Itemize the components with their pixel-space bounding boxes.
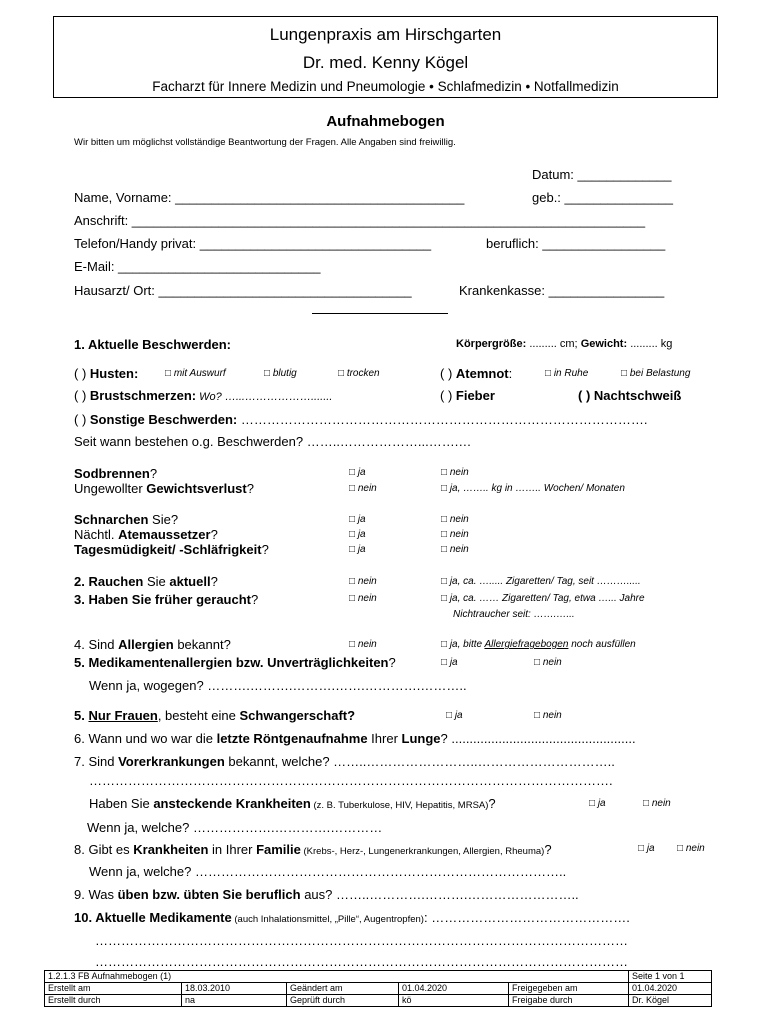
address-field[interactable]: Anschrift: _______________________________________________________________________ (74, 213, 646, 228)
q10-medication-question[interactable] (74, 910, 630, 925)
q3-num: 3. Haben Sie (74, 592, 155, 607)
heartburn-yes-checkbox[interactable]: □ ja (349, 467, 366, 478)
weight-value: ......... kg (627, 338, 673, 350)
q8-q: ? (544, 842, 552, 857)
dyspnea-label: Atemnot (455, 366, 509, 381)
snoring-no-checkbox[interactable]: □ nein (441, 514, 469, 525)
apnea-q: ? (210, 527, 218, 542)
q4-pre: 4. Sind (74, 637, 119, 652)
q8-family-question (74, 842, 552, 857)
sleepiness-q: ? (261, 542, 269, 557)
night-sweat-option[interactable]: ( ) Nachtschweiß (578, 388, 682, 403)
specialty-line: Facharzt für Innere Medizin und Pneumologie • Schlafmedizin • Notfallmedizin (152, 79, 619, 94)
height-weight[interactable] (456, 338, 672, 350)
q5-yes-checkbox[interactable]: □ ja (441, 657, 458, 668)
phone-private-field[interactable]: Telefon/Handy privat: ________________________________ (74, 236, 432, 251)
q6-bold: letzte Röntgenaufnahme (216, 731, 368, 746)
daytime-sleepiness-label (74, 542, 269, 557)
snoring-bold: Schnarchen (74, 512, 149, 527)
fever-option[interactable] (440, 388, 495, 403)
q4-yes-pre: □ ja, bitte (441, 639, 485, 650)
cough-label: Husten: (89, 366, 139, 381)
dyspnea-colon: : (508, 366, 513, 381)
q3-bold: früher geraucht (154, 592, 251, 607)
q4-bold: Allergien (118, 637, 174, 652)
other-label: Sonstige Beschwerden: (89, 412, 238, 427)
cough-bloody-checkbox[interactable]: □ blutig (264, 368, 297, 379)
created-by-label: Erstellt durch (45, 995, 182, 1007)
changed-on-label: Geändert am (287, 983, 399, 995)
form-title: Aufnahmebogen (326, 113, 445, 130)
chest-bracket: ( ) (74, 388, 90, 403)
heartburn-bold: Sodbrennen (74, 466, 150, 481)
gp-field[interactable]: Hausarzt/ Ort: ___________________________________ (74, 283, 412, 298)
other-bracket: ( ) (74, 412, 90, 427)
dyspnea-option[interactable] (440, 366, 512, 381)
q4-no-checkbox[interactable]: □ nein (349, 639, 377, 650)
heartburn-label (74, 466, 157, 481)
snoring-yes-checkbox[interactable]: □ ja (349, 514, 366, 525)
q10-post: : ………………………………………. (423, 910, 630, 925)
other-dots: …………………………………………………………………………………. (237, 412, 648, 427)
fever-label: Fieber (455, 388, 495, 403)
q5b-pregnancy: Schwangerschaft? (239, 708, 356, 723)
released-on-value: 01.04.2020 (629, 983, 712, 995)
q5-q: ? (388, 655, 396, 670)
family-no-checkbox[interactable]: □ nein (677, 843, 705, 854)
q6-xray-question[interactable] (74, 731, 636, 746)
release-by-label: Freigabe durch (509, 995, 629, 1007)
q3-yes-checkbox[interactable]: □ ja, ca. …… Zigaretten/ Tag, etwa …... Jahre (441, 593, 645, 604)
since-when-field[interactable]: Seit wann bestehen o.g. Beschwerden? ……..………………...…….… (74, 434, 472, 449)
release-by-value: Dr. Kögel (629, 995, 712, 1007)
document-control-table (44, 970, 712, 1007)
q5b-mid: , besteht eine (157, 708, 240, 723)
q2-mid: Sie (143, 574, 170, 589)
fever-bracket: ( ) (440, 388, 456, 403)
q5-drug-allergy-label (74, 655, 396, 670)
q5-bold: 5. Medikamentenallergien bzw. Unverträglichkeiten (74, 655, 389, 670)
q5b-num: 5. (74, 708, 89, 723)
apnea-yes-checkbox[interactable]: □ ja (349, 529, 366, 540)
chest-where: Wo? …...………………....... (196, 391, 333, 403)
dyspnea-bracket: ( ) (440, 366, 456, 381)
practice-name: Lungenpraxis am Hirschgarten (269, 25, 502, 44)
weight-loss-pre: Ungewollter (74, 481, 147, 496)
weight-loss-q: ? (246, 481, 254, 496)
phone-work-field[interactable]: beruflich: _________________ (486, 236, 666, 251)
dyspnea-rest-checkbox[interactable]: □ in Ruhe (545, 368, 589, 379)
apnea-no-checkbox[interactable]: □ nein (441, 529, 469, 540)
q6-pre: 6. Wann und wo war die (74, 731, 217, 746)
q7-post: bekannt, welche? ……..……………………..………………………….. (224, 754, 615, 769)
separator-line (312, 313, 448, 314)
birthdate-field[interactable]: geb.: _______________ (532, 190, 673, 205)
email-field[interactable]: E-Mail: ____________________________ (74, 259, 321, 274)
form-intro: Wir bitten um möglichst vollständige Beantwortung der Fragen. Alle Angaben sind freiwillig. (74, 137, 456, 148)
q7-pre: 7. Sind (74, 754, 119, 769)
height-value: ......... cm; (526, 338, 581, 350)
q5b-women-only: Nur Frauen (88, 708, 158, 723)
q7b-pre: Haben Sie (89, 796, 154, 811)
apnea-pre: Nächtl. (74, 527, 119, 542)
q10-bold: 10. Aktuelle Medikamente (74, 910, 232, 925)
q7-infectious-question (89, 796, 496, 811)
q9-pre: 9. Was (74, 887, 118, 902)
q4-post: bekannt? (173, 637, 231, 652)
q3-former-smoker-label (74, 592, 258, 607)
q3-nonsmoker-since[interactable]: Nichtraucher seit: …….…... (453, 609, 575, 620)
cough-dry-checkbox[interactable]: □ trocken (338, 368, 380, 379)
released-on-label: Freigegeben am (509, 983, 629, 995)
q10-dotted-line-2[interactable]: …………………………………………………………………………………………………………… (95, 954, 628, 969)
cough-sputum-checkbox[interactable]: □ mit Auswurf (165, 368, 226, 379)
created-by-value: na (182, 995, 287, 1007)
q2-num: 2. (74, 574, 89, 589)
allergy-questionnaire-link[interactable]: Allergiefragebogen (484, 639, 569, 650)
q8-examples: (Krebs-, Herz-, Lungenerkrankungen, Allergien, Rheuma) (300, 846, 545, 857)
q2-bold2: aktuell (169, 574, 211, 589)
date-field[interactable]: Datum: _____________ (532, 167, 672, 182)
name-field[interactable]: Name, Vorname: ________________________________________ (74, 190, 465, 205)
q5-against-what-field[interactable]: Wenn ja, wogegen? ……….……….……….…….………….……….. (89, 678, 467, 693)
checked-by-label: Geprüft durch (287, 995, 399, 1007)
dyspnea-exertion-checkbox[interactable]: □ bei Belastung (621, 368, 691, 379)
q10-dotted-line-1[interactable]: …………………………………………………………………………………………………………… (95, 933, 628, 948)
changed-on-value: 01.04.2020 (399, 983, 509, 995)
weight-label: Gewicht: (580, 338, 628, 350)
q7b-examples: (z. B. Tuberkulose, HIV, Hepatitis, MRSA) (310, 800, 489, 811)
q9-occupation-question[interactable] (74, 887, 579, 902)
pregnancy-no-checkbox[interactable]: □ nein (534, 710, 562, 721)
q7b-q: ? (488, 796, 496, 811)
q2-no-checkbox[interactable]: □ nein (349, 576, 377, 587)
q6-bold2: Lunge (401, 731, 441, 746)
q2-bold: Rauchen (88, 574, 144, 589)
pregnancy-yes-checkbox[interactable]: □ ja (446, 710, 463, 721)
sleepiness-bold: Tagesmüdigkeit/ -Schläfrigkeit (74, 542, 262, 557)
q5-no-checkbox[interactable]: □ nein (534, 657, 562, 668)
weight-loss-no-checkbox[interactable]: □ nein (349, 483, 377, 494)
q7b-bold: ansteckende Krankheiten (153, 796, 311, 811)
q1-title: 1. Aktuelle Beschwerden: (74, 337, 232, 352)
q6-post: ? ................................................... (440, 731, 636, 746)
apnea-bold: Atemaussetzer (118, 527, 211, 542)
infectious-no-checkbox[interactable]: □ nein (643, 798, 671, 809)
q10-examples: (auch Inhalationsmittel, „Pille“, Augentropfen) (231, 914, 424, 925)
weight-loss-yes-checkbox[interactable]: □ ja, …….. kg in …….. Wochen/ Monaten (441, 483, 625, 494)
sleepiness-yes-checkbox[interactable]: □ ja (349, 544, 366, 555)
q8-mid: in Ihrer (208, 842, 257, 857)
height-label: Körpergröße: (456, 338, 527, 350)
q2-q: ? (210, 574, 218, 589)
q4-yes-checkbox[interactable] (441, 639, 636, 650)
created-on-value: 18.03.2010 (182, 983, 287, 995)
cough-bracket: ( ) (74, 366, 90, 381)
q7-which-field[interactable]: Wenn ja, welche? ……………….………….………… (87, 820, 383, 835)
sleepiness-no-checkbox[interactable]: □ nein (441, 544, 469, 555)
q2-yes-checkbox[interactable]: □ ja, ca. …..... Zigaretten/ Tag, seit ………..... (441, 576, 641, 587)
q5-pregnancy-label (74, 708, 355, 723)
q2-smoking-label (74, 574, 218, 589)
q7-dotted-line[interactable]: …………………………………………………………………………………………………………. (89, 773, 613, 788)
doctor-name: Dr. med. Kenny Kögel (302, 53, 469, 72)
q8-bold: Krankheiten (133, 842, 209, 857)
checked-by-value: kö (399, 995, 509, 1007)
q3-no-checkbox[interactable]: □ nein (349, 593, 377, 604)
q4-allergies-label (74, 637, 231, 652)
cough-option[interactable] (74, 366, 138, 381)
q3-q: ? (251, 592, 259, 607)
q7-bold: Vorerkrankungen (118, 754, 225, 769)
q9-post: aus? ……..………….……….…………………….. (300, 887, 579, 902)
chest-pain-option[interactable] (74, 388, 332, 403)
q8-bold2: Familie (256, 842, 301, 857)
q6-mid: Ihrer (367, 731, 402, 746)
family-yes-checkbox[interactable]: □ ja (638, 843, 655, 854)
snoring-post: Sie? (148, 512, 179, 527)
apnea-label (74, 527, 218, 542)
created-on-label: Erstellt am (45, 983, 182, 995)
q8-which-field[interactable]: Wenn ja, welche? ………………………………………………………………………….. (89, 864, 567, 879)
infectious-yes-checkbox[interactable]: □ ja (589, 798, 606, 809)
q4-yes-post: noch ausfüllen (568, 639, 636, 650)
chest-label: Brustschmerzen: (89, 388, 197, 403)
q9-bold: üben bzw. übten Sie beruflich (117, 887, 301, 902)
weight-loss-bold: Gewichtsverlust (146, 481, 247, 496)
other-complaints[interactable] (74, 412, 648, 427)
doc-id: 1.2.1.3 FB Aufnahmebogen (1) (45, 971, 629, 983)
weight-loss-label (74, 481, 254, 496)
q8-pre: 8. Gibt es (74, 842, 134, 857)
heartburn-no-checkbox[interactable]: □ nein (441, 467, 469, 478)
snoring-label (74, 512, 178, 527)
q7-conditions-question[interactable] (74, 754, 615, 769)
insurance-field[interactable]: Krankenkasse: ________________ (459, 283, 665, 298)
page-number: Seite 1 von 1 (629, 971, 712, 983)
heartburn-q: ? (149, 466, 158, 481)
